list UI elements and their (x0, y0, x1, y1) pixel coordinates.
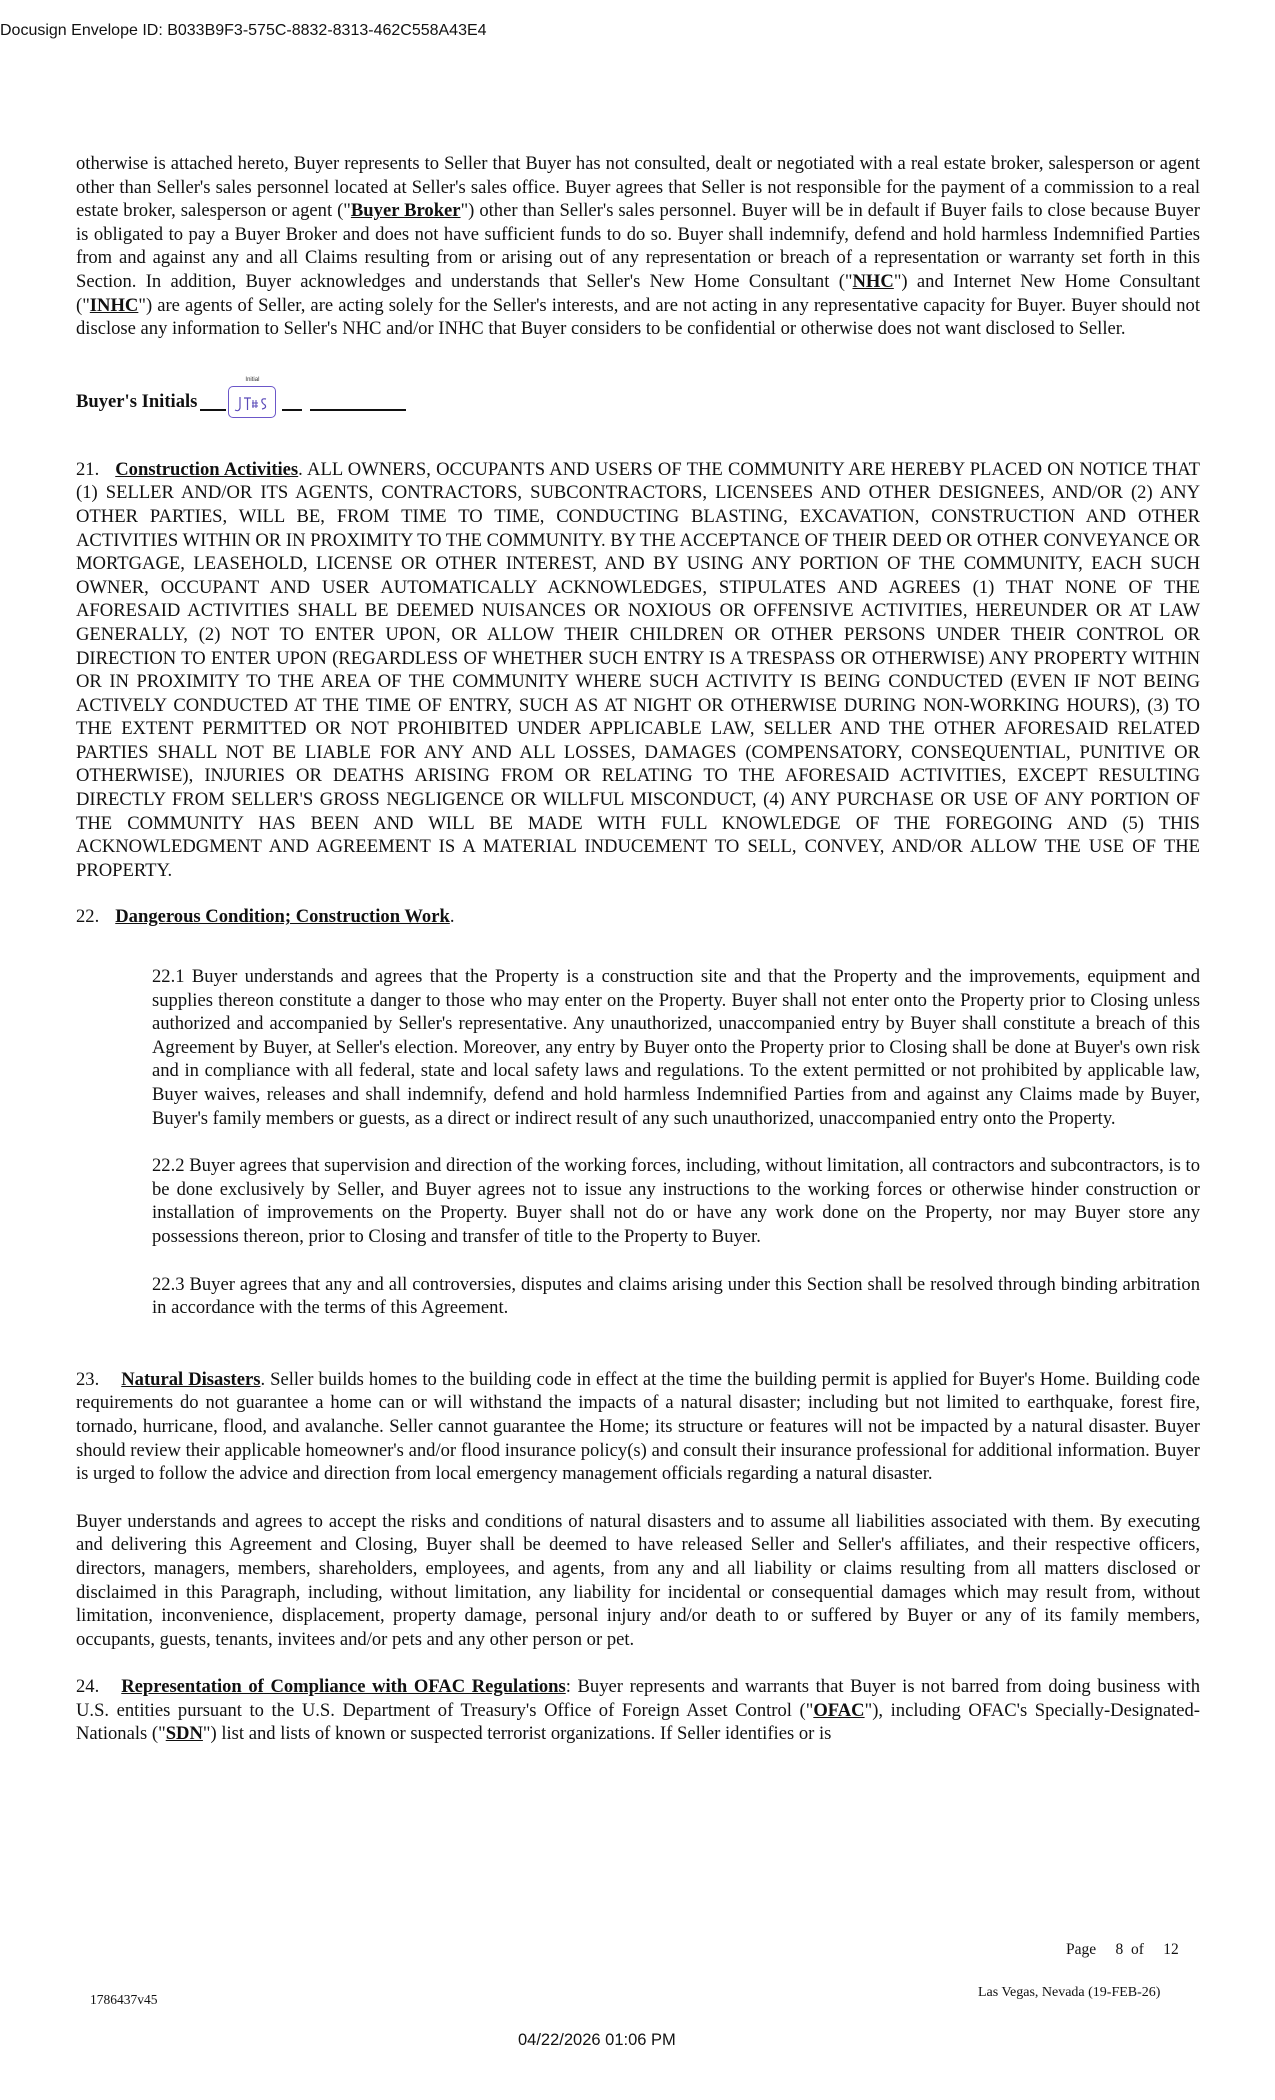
defined-term-sdn: SDN (165, 1723, 203, 1745)
initials-blank (200, 393, 226, 411)
defined-term-buyer-broker: Buyer Broker (350, 200, 461, 222)
initials-blank (282, 393, 302, 411)
section-number: 21. (76, 458, 100, 480)
section-number: 24. (76, 1676, 100, 1698)
initials-signature-field[interactable] (228, 376, 276, 418)
signing-timestamp: 04/22/2026 01:06 PM (518, 2031, 676, 2049)
initials-signature-image (229, 388, 275, 416)
buyer-initials-line (76, 376, 1200, 419)
section-23-body: . Seller builds homes to the building code in effect at the time the building permit is applied for Buyer's Home. Building code requirements do not guarantee a home can or will withstand the impacts of a natural disaster; including but not limited to earthquake, forest fire, tornado, hurricane, flood, and avalanche. Seller cannot guarantee the Home; its structure or features will not be impacted by a natural disaster. Buyer should review their applicable homeowner's and/or flood insurance policy(s) and consult their insurance professional for additional information. Buyer is urged to follow the advice and direction from local emergency management officials regarding a natural disaster. (76, 1368, 1201, 1485)
intro-text: otherwise is attached hereto, Buyer represents to Seller that Buyer has not consulted, dealt or negotiated with a real estate broker, salesperson or agent other than Seller's sales personnel located at Seller's sales office. Buyer agrees that Seller is not responsible for the payment of a commission to a real estate broker, salesperson or agent (" (76, 153, 1200, 222)
document-page (76, 152, 1200, 1746)
initials-blank (310, 393, 406, 411)
section-24-text: : Buyer represents and warrants that Buyer is not barred from doing business with U.S. entities pursuant to the U.S. Department of Treasury's Office of Foreign Asset Control (" (76, 1676, 1201, 1721)
section-24-text: ") list and lists of known or suspected terrorist organizations. If Seller identifies or is (202, 1723, 832, 1745)
section-22-heading-end: . (449, 906, 455, 928)
intro-text: ") are agents of Seller, are acting solely for the Seller's interests, and are not acting in any representative capacity for Buyer. Buyer should not disclose any information to Seller's NHC and/or INHC that Buyer considers to be confidential or otherwise does not want disclosed to Seller. (76, 294, 1200, 340)
defined-term-nhc: NHC (852, 270, 894, 292)
buyer-initials-label: Buyer's Initials (76, 390, 198, 412)
section-22-1: 22.1 Buyer understands and agrees that the Property is a construction site and that the Property and the improvements, equipment and supplies thereon constitute a danger to those who may enter on the Property. Buyer shall not enter onto the Property prior to Closing unless authorized and accompanied by Seller's representative. Any unauthorized, unaccompanied entry by Buyer shall constitute a breach of this Agreement by Buyer, at Seller's election. Moreover, any entry by Buyer onto the Property prior to Closing shall be done at Buyer's own risk and in compliance with all federal, state and local safety laws and regulations. To the extent permitted or not prohibited by applicable law, Buyer waives, releases and shall indemnify, defend and hold harmless Indemnified Parties from and against any Claims made by Buyer, Buyer's family members or guests, as a direct or indirect result of any such unauthorized, unaccompanied entry onto the Property. (152, 966, 1200, 1129)
section-22-heading: Dangerous Condition; Construction Work (115, 906, 450, 928)
section-21-heading: Construction Activities (115, 458, 299, 480)
intro-paragraph (76, 152, 1200, 341)
document-location-date: Las Vegas, Nevada (19-FEB-26) (978, 1985, 1161, 2000)
section-21 (76, 458, 1200, 883)
section-22-3: 22.3 Buyer agrees that any and all controversies, disputes and claims arising under this Section shall be resolved through binding arbitration in accordance with the terms of this Agreement. (152, 1273, 1200, 1319)
section-23-heading: Natural Disasters (121, 1368, 261, 1390)
section-22 (76, 905, 1200, 929)
section-24 (76, 1675, 1200, 1746)
page-number: Page 8 of 12 (1066, 1941, 1179, 1958)
intro-text: ") and Internet New Home Consultant (" (76, 270, 1200, 316)
section-22-2: 22.2 Buyer agrees that supervision and direction of the working forces, including, without limitation, all contractors and subcontractors, is to be done exclusively by Seller, and Buyer agrees not to issue any instructions to the working forces or otherwise hinder construction or installation of improvements on the Property. Buyer shall not do or have any work done on the Property, nor may Buyer store any possessions thereon, prior to Closing and transfer of title to the Property to Buyer. (152, 1155, 1200, 1247)
initials-tag: Initial (245, 376, 260, 383)
section-number: 23. (76, 1368, 100, 1390)
docusign-envelope-id: Docusign Envelope ID: B033B9F3-575C-8832-8313-462C558A43E4 (0, 22, 487, 39)
section-24-text: "), including OFAC's Specially-Designated-Nationals (" (76, 1699, 1201, 1745)
document-id: 1786437v45 (90, 1992, 158, 2007)
section-21-body: . ALL OWNERS, OCCUPANTS AND USERS OF THE COMMUNITY ARE HEREBY PLACED ON NOTICE THAT (1) SELLER AND/OR ITS AGENTS, CONTRACTORS, SUBCONTRACTORS, LICENSEES AND OTHER DESIGNEES, AND/OR (2) ANY OTHER PARTIES, WILL BE, FROM TIME TO TIME, CONDUCTING BLASTING, EXCAVATION, CONSTRUCTION AND OTHER ACTIVITIES WITHIN OR IN PROXIMITY TO THE COMMUNITY. BY THE ACCEPTANCE OF THEIR DEED OR OTHER CONVEYANCE OR MORTGAGE, LEASEHOLD, LICENSE OR OTHER INTEREST, AND BY USING ANY PORTION OF THE COMMUNITY, EACH SUCH OWNER, OCCUPANT AND USER AUTOMATICALLY ACKNOWLEDGES, STIPULATES AND AGREES (1) THAT NONE OF THE AFORESAID ACTIVITIES SHALL BE DEEMED NUISANCES OR NOXIOUS OR OFFENSIVE ACTIVITIES, HEREUNDER OR AT LAW GENERALLY, (2) NOT TO ENTER UPON, OR ALLOW THEIR CHILDREN OR OTHER PERSONS UNDER THEIR CONTROL OR DIRECTION TO ENTER UPON (REGARDLESS OF WHETHER SUCH ENTRY IS A TRESPASS OR OTHERWISE) ANY PROPERTY WITHIN OR IN PROXIMITY TO THE AREA OF THE COMMUNITY WHERE SUCH ACTIVITY IS BEING CONDUCTED (EVEN IF NOT BEING ACTIVELY CONDUCTED AT THE TIME OF ENTRY, SUCH AS AT NIGHT OR OTHERWISE DURING NON-WORKING HOURS), (3) TO THE EXTENT PERMITTED OR NOT PROHIBITED UNDER APPLICABLE LAW, SELLER AND THE OTHER AFORESAID RELATED PARTIES SHALL NOT BE LIABLE FOR ANY AND ALL LOSSES, DAMAGES (COMPENSATORY, CONSEQUENTIAL, PUNITIVE OR OTHERWISE), INJURIES OR DEATHS ARISING FROM OR RELATING TO THE AFORESAID ACTIVITIES, EXCEPT RESULTING DIRECTLY FROM SELLER'S GROSS NEGLIGENCE OR WILLFUL MISCONDUCT, (4) ANY PURCHASE OR USE OF ANY PORTION OF THE COMMUNITY HAS BEEN AND WILL BE MADE WITH FULL KNOWLEDGE OF THE FOREGOING AND (5) THIS ACKNOWLEDGMENT AND AGREEMENT IS A MATERIAL INDUCEMENT TO SELL, CONVEY, AND/OR ALLOW THE USE OF THE PROPERTY. (76, 458, 1200, 881)
section-23-paragraph-2: Buyer understands and agrees to accept the risks and conditions of natural disasters and to assume all liabilities associated with them. By executing and delivering this Agreement and Closing, Buyer shall be deemed to have released Seller and Seller's affiliates, and their respective officers, directors, managers, members, shareholders, employees, and agents, from any and all liability or claims resulting from all matters disclosed or disclaimed in this Paragraph, including, without limitation, any liability for incidental or consequential damages which may result from, without limitation, inconvenience, displacement, property damage, personal injury and/or death to or suffered by Buyer or any of its family members, occupants, guests, tenants, invitees and/or pets and any other person or pet. (76, 1510, 1200, 1650)
defined-term-inhc: INHC (89, 294, 139, 316)
section-24-heading: Representation of Compliance with OFAC Regulations (121, 1676, 566, 1698)
section-23 (76, 1368, 1200, 1486)
defined-term-ofac: OFAC (813, 1699, 865, 1721)
intro-text: ") other than Seller's sales personnel. Buyer will be in default if Buyer fails to close because Buyer is obligated to pay a Buyer Broker and does not have sufficient funds to do so. Buyer shall indemnify, defend and hold harmless Indemnified Parties from and against any and all Claims resulting from or arising out of any representation or breach of a representation or warranty set forth in this Section. In addition, Buyer acknowledges and understands that Seller's New Home Consultant (" (76, 200, 1200, 292)
section-number: 22. (76, 906, 100, 928)
